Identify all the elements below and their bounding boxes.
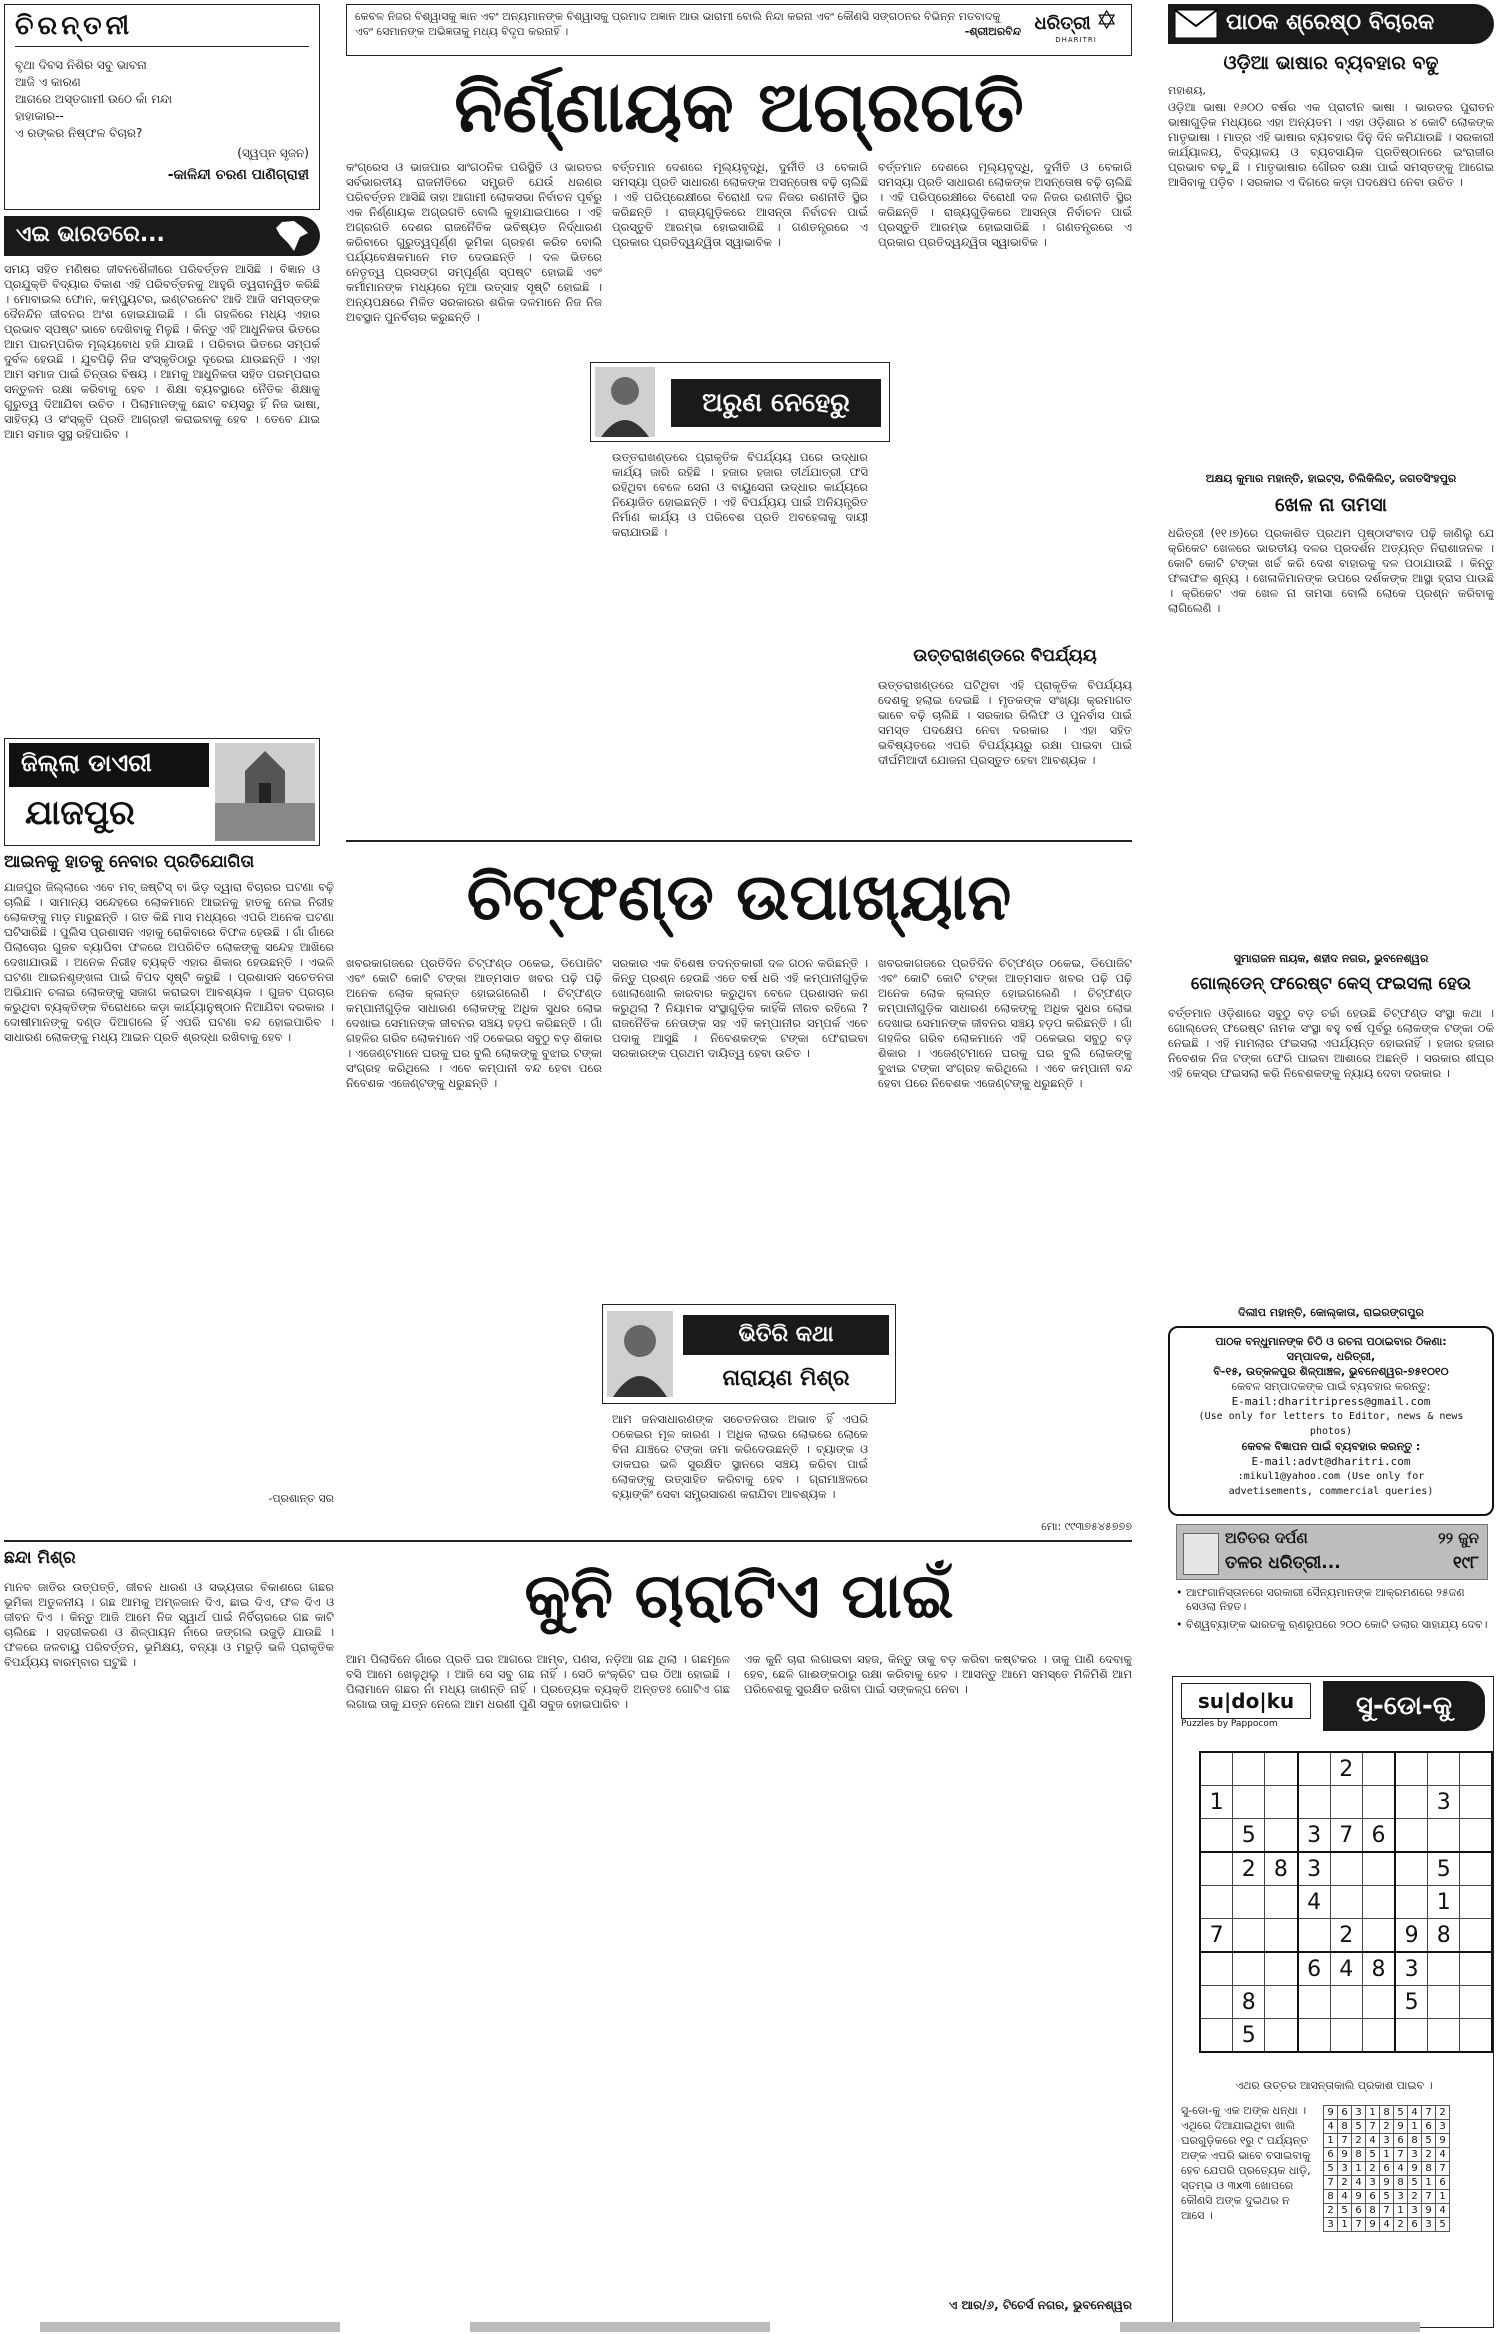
sudoku-brand-sub: Puzzles by Pappocom — [1181, 1719, 1278, 1729]
sudoku-cell[interactable] — [1460, 1886, 1492, 1919]
sudoku-cell[interactable] — [1330, 1852, 1362, 1886]
contact-line3: ବି-୧୫, ଉତ୍କଳପୁର ଶିଳ୍ପାଞ୍ଚଳ, ଭୁବନେଶ୍ୱର-୭୫୧୦୧୦ — [1213, 1365, 1449, 1378]
poem-author: -କାଳିନ୍ଦୀ ଚରଣ ପାଣିଗ୍ରାହୀ — [167, 167, 309, 183]
sudoku-solution-cell: 5 — [1338, 2204, 1352, 2218]
sudoku-solution-cell: 4 — [1408, 2106, 1422, 2120]
sudoku-solution-cell: 3 — [1338, 2162, 1352, 2176]
poem-line-3: ଆଗରେ ଅସ୍ତଗାମୀ ଉଠେ କାଁ ମନ୍ଦା — [15, 92, 172, 106]
history-item-1 — [1176, 1586, 1488, 1616]
sudoku-solution-grid — [1323, 2105, 1450, 2232]
sudoku-cell[interactable] — [1298, 1786, 1331, 1819]
district-label: ଜିଲ୍ଲା ଡାଏରୀ — [9, 743, 209, 787]
sudoku-cell[interactable] — [1362, 1752, 1395, 1786]
letter1-author: ଅକ୍ଷୟ କୁମାର ମହାନ୍ତି, ହାଇଟ୍ସ, ଚିଲିକିଲିଟ୍, ଜଗତସିଂହପୁର — [1205, 472, 1457, 485]
sudoku-cell[interactable] — [1362, 1886, 1395, 1919]
sudoku-cell[interactable] — [1428, 1952, 1460, 1986]
envelope-icon — [1174, 9, 1218, 43]
columnist-photo — [595, 367, 655, 437]
sudoku-cell[interactable]: 7 — [1330, 1819, 1362, 1853]
sudoku-cell[interactable] — [1265, 1819, 1298, 1853]
page-bar-center — [470, 2322, 770, 2332]
sudoku-grid[interactable] — [1199, 1751, 1493, 2053]
sudoku-solution-cell: 9 — [1380, 2176, 1394, 2190]
sudoku-title: ସୁ-ଡୋ-କୁ — [1323, 1681, 1485, 1731]
letter1-body: ଓଡ଼ିଆ ଭାଷା ୧୬୦୦ ବର୍ଷର ଏକ ପ୍ରାଚୀନ ଭାଷା । ଭାରତର ପୁରାତନ ଭାଷାଗୁଡ଼ିକ ମଧ୍ୟରେ ଏହା ଅନ୍ୟତମ । ଏହା ଓଡ଼ିଶାର ୪ କୋଟି ଲୋକଙ୍କ ମାତୃଭାଷା । ମାତ୍ର ଏହି ଭାଷାର ବ୍ୟବହାର ଦିନୁ ଦିନ କମିଯାଉଛି । ସରକାରୀ କାର୍ଯ୍ୟାଳୟ, ବିଦ୍ୟାଳୟ ଓ ବ୍ୟବସାୟିକ ପ୍ରତିଷ୍ଠାନରେ ଇଂରାଜୀର ପ୍ରଭାବ ବଢ଼ୁଛି । ମାତୃଭାଷାର ଗୌରବ ରକ୍ଷା ପାଇଁ ସମସ୍ତଙ୍କୁ ଆଗେଇ ଆସିବାକୁ ପଡ଼ିବ । ସରକାର ଏ ଦିଗରେ କଡ଼ା ପଦକ୍ଷେପ ନେବା ଉଚିତ । — [1168, 100, 1494, 189]
sudoku-cell[interactable] — [1362, 1786, 1395, 1819]
letter3-author: ଦିଲୀପ ମହାନ୍ତି, କୋଲ୍‌କାତା, ରାଇରଙ୍ଗପୁର — [1238, 1306, 1424, 1319]
sudoku-cell[interactable] — [1362, 1919, 1395, 1953]
sudoku-cell[interactable] — [1233, 1786, 1265, 1819]
letter1-title: ଓଡ଼ିଆ ଭାଷାର ବ୍ୟବହାର ବଢୁ — [1223, 52, 1439, 74]
sudoku-solution-cell: 7 — [1422, 2190, 1436, 2204]
poem-line-4: ହାହାକାର-- — [15, 109, 64, 123]
chitfund-footer: ମୋ: ୯୯୩୭୫୪୫୭୭୭ — [1041, 1520, 1132, 1533]
sudoku-cell[interactable]: 2 — [1330, 1752, 1362, 1786]
sudoku-solution-cell: 7 — [1380, 2204, 1394, 2218]
story-body-3: ଏକ କୁନି ଚାରା ଲଗାଇବା ସହଜ, କିନ୍ତୁ ତାକୁ ବଡ଼ କରିବା କଷ୍ଟକର । ତାକୁ ପାଣି ଦେବାକୁ ହେବ, ଛେଳି ଗାଈଙ୍କଠାରୁ ରକ୍ଷା କରିବାକୁ ହେବ । ଆସନ୍ତୁ ଆମେ ସମସ୍ତେ ମିଳିମିଶି ଆମ ପରିବେଶକୁ ସୁରକ୍ଷିତ ରଖିବା ପାଇଁ ସଙ୍କଳ୍ପ ନେବା । — [744, 1652, 1132, 1696]
contact-line7: କେବଳ ବିଜ୍ଞାପନ ପାଇଁ ବ୍ୟବହାର କରନ୍ତୁ : — [1241, 1440, 1421, 1453]
sudoku-cell[interactable]: 8 — [1265, 1852, 1298, 1886]
chitfund-body-1: ଖବରକାଗଜରେ ପ୍ରତିଦିନ ଚିଟ୍‌ଫଣ୍ଡ ଠକେଇ, ଡିପୋଜିଟ ଏବଂ କୋଟି କୋଟି ଟଙ୍କା ଆତ୍ମସାତ ଖବର ପଢ଼ି ପଢ଼ି ଅନେକ ଲୋକ କ୍ଳାନ୍ତ ହୋଇଗଲେଣି । ଚିଟ୍‌ଫଣ୍ଡ କମ୍ପାନୀଗୁଡ଼ିକ ସାଧାରଣ ଲୋକଙ୍କୁ ଅଧିକ ସୁଧର ଲୋଭ ଦେଖାଇ ସେମାନଙ୍କ ଜୀବନର ସଞ୍ଚୟ ହଡ଼ପ କରିଛନ୍ତି । ଗାଁ ଗହଳିର ଗରିବ ଲୋକମାନେ ଏହି ଠକେଇର ସବୁଠୁ ବଡ଼ ଶିକାର । ଏଜେଣ୍ଟମାନେ ଘରକୁ ଘର ବୁଲି ଲୋକଙ୍କୁ ବୁଝାଇ ଟଙ୍କା ସଂଗ୍ରହ କରିଥିଲେ । ଏବେ କମ୍ପାନୀ ବନ୍ଦ ହେବା ପରେ ନିବେଶକ ଏଜେଣ୍ଟଙ୍କୁ ଧରୁଛନ୍ତି । — [346, 956, 602, 1090]
bharat-body: ସମୟ ସହିତ ମଣିଷର ଜୀବନଶୈଳୀରେ ପରିବର୍ତ୍ତନ ଆସିଛି । ବିଜ୍ଞାନ ଓ ପ୍ରଯୁକ୍ତି ବିଦ୍ୟାର ବିକାଶ ଏହି ପରିବର୍ତ୍ତନକୁ ଆହୁରି ତ୍ୱରାନ୍ୱିତ କରିଛି । ମୋବାଇଲ ଫୋନ, କମ୍ପ୍ୟୁଟର, ଇଣ୍ଟରନେଟ ଆଦି ଆଜି ସମସ୍ତଙ୍କ ଦୈନନ୍ଦିନ ଜୀବନର ଅଂଶ ହୋଇଯାଇଛି । ଗାଁ ଗହଳିରେ ମଧ୍ୟ ଏହାର ପ୍ରଭାବ ସ୍ପଷ୍ଟ ଭାବେ ଦେଖିବାକୁ ମିଳୁଛି । କିନ୍ତୁ ଏହି ଆଧୁନିକତା ଭିତରେ ଆମ ପାରମ୍ପରିକ ମୂଲ୍ୟବୋଧ ହଜି ଯାଉଛି । ପରିବାର ଭିତରେ ସମ୍ପର୍କ ଦୁର୍ବଳ ହେଉଛି । ଯୁବପିଢ଼ି ନିଜ ସଂସ୍କୃତିଠାରୁ ଦୂରେଇ ଯାଉଛନ୍ତି । ଏହା ଆମ ସମାଜ ପାଇଁ ଚିନ୍ତାର ବିଷୟ । ଆମକୁ ଆଧୁନିକତା ସହିତ ପରମ୍ପରାର ସନ୍ତୁଳନ ରକ୍ଷା କରିବାକୁ ହେବ । ଶିକ୍ଷା ବ୍ୟବସ୍ଥାରେ ନୈତିକ ଶିକ୍ଷାକୁ ଗୁରୁତ୍ୱ ଦିଆଯିବା ଉଚିତ । ପିଲାମାନଙ୍କୁ ଛୋଟ ବୟସରୁ ହିଁ ନିଜ ଭାଷା, ସାହିତ୍ୟ ଓ ସଂସ୍କୃତି ପ୍ରତି ଆଗ୍ରହୀ କରାଇବାକୁ ହେବ । ତେବେ ଯାଇ ଆମ ସମାଜ ସୁସ୍ଥ ରହିପାରିବ । — [4, 262, 320, 441]
sudoku-solution-cell: 5 — [1324, 2162, 1338, 2176]
sudoku-cell[interactable] — [1200, 1886, 1233, 1919]
editorial-body-3b: ବର୍ତ୍ତମାନ ଦେଶରେ ମୂଲ୍ୟବୃଦ୍ଧି, ଦୁର୍ନୀତି ଓ ବେକାରି ସମସ୍ୟା ପ୍ରତି ସାଧାରଣ ଲୋକଙ୍କ ଅସନ୍ତୋଷ ବଢ଼ି ଚାଲିଛି । ଏହି ପରିପ୍ରେକ୍ଷୀରେ ବିରୋଧୀ ଦଳ ନିଜର ରଣନୀତି ସ୍ଥିର କରିଛନ୍ତି । ରାଜ୍ୟଗୁଡ଼ିକରେ ଆସନ୍ତା ନିର୍ବାଚନ ପାଇଁ ପ୍ରସ୍ତୁତି ଆରମ୍ଭ ହୋଇସାରିଛି । ଗଣତନ୍ତ୍ରରେ ଏ ପ୍ରକାର ପ୍ରତିଦ୍ୱନ୍ଦ୍ୱିତା ସ୍ୱାଭାବିକ । — [878, 160, 1132, 249]
district-header — [4, 738, 320, 846]
sudoku-cell[interactable] — [1460, 1752, 1492, 1786]
sudoku-solution-cell: 1 — [1366, 2106, 1380, 2120]
sudoku-solution-cell: 9 — [1422, 2204, 1436, 2218]
sudoku-solution-cell: 7 — [1394, 2148, 1408, 2162]
dharitri-logo — [1024, 6, 1128, 54]
bullet-icon: • — [1176, 1586, 1183, 1599]
history-item-2-text: ବିଶ୍ୱବ୍ୟାଙ୍କ ଭାରତକୁ ଋଣରୂପରେ ୨୦୦ କୋଟି ଡଲାର ସାହାଯ୍ୟ ଦେବ। — [1186, 1618, 1488, 1631]
india-map-icon — [272, 219, 312, 257]
columnist-name: ଅରୁଣ ନେହେରୁ — [671, 379, 881, 427]
sudoku-solution-cell: 8 — [1380, 2106, 1394, 2120]
sudoku-solution-cell: 8 — [1352, 2148, 1366, 2162]
contact-line1: ପାଠକ ବନ୍ଧୁମାନଙ୍କ ଚିଠି ଓ ରଚନା ପଠାଇବାର ଠିକଣା: — [1215, 1335, 1447, 1348]
sudoku-cell[interactable]: 7 — [1200, 1919, 1233, 1953]
sudoku-solution-cell: 6 — [1436, 2176, 1450, 2190]
sudoku-cell[interactable] — [1362, 1986, 1395, 2019]
sudoku-cell[interactable] — [1395, 2019, 1428, 2053]
sudoku-solution-cell: 9 — [1352, 2190, 1366, 2204]
letter1-salutation: ମହାଶୟ, — [1168, 84, 1206, 97]
sudoku-cell[interactable]: 6 — [1298, 1952, 1331, 1986]
contact-line2: ସମ୍ପାଦକ, ଧରିତ୍ରୀ, — [1286, 1350, 1376, 1363]
sudoku-solution-cell: 5 — [1394, 2106, 1408, 2120]
story-body-2: ଆମ ପିଲାଦିନେ ଗାଁରେ ପ୍ରତି ଘର ଆଗରେ ଆମ୍ବ, ପଣସ, ନଡ଼ିଆ ଗଛ ଥିଲା । ଗଛମୂଳେ ବସି ଆମେ ଖେଳୁଥିଲୁ । ଆଜି ସେ ସବୁ ଗଛ ନାହିଁ । ସେଠି କଂକ୍ରିଟ ଘର ଠିଆ ହୋଇଛି । ପିଲାମାନେ ଗଛର ନାଁ ମଧ୍ୟ ଜାଣନ୍ତି ନାହିଁ । ପ୍ରତ୍ୟେକ ବ୍ୟକ୍ତି ଅନ୍ତତଃ ଗୋଟିଏ ଗଛ ଲଗାଇ ତାକୁ ଯତ୍ନ ନେଲେ ଆମ ଧରଣୀ ପୁଣି ସବୁଜ ହୋଇପାରିବ । — [346, 1652, 730, 1711]
letter2-body: ଧରିତ୍ରୀ (୧୧।୭)ରେ ପ୍ରକାଶିତ ପ୍ରଥମ ପୃଷ୍ଠାସଂବାଦ ପଢ଼ି ଜାଣିଲୁ ଯେ କ୍ରିକେଟ ଖେଳରେ ଭାରତୀୟ ଦଳର ପ୍ରଦର୍ଶନ ଅତ୍ୟନ୍ତ ନିରାଶାଜନକ । କୋଟି କୋଟି ଟଙ୍କା ଖର୍ଚ୍ଚ କରି ଦେଶ ବାହାରକୁ ଦଳ ପଠାଯାଉଛି । କିନ୍ତୁ ଫଳାଫଳ ଶୂନ୍ୟ । ଖେଳାଳିମାନଙ୍କ ଉପରେ ଦର୍ଶକଙ୍କ ଆସ୍ଥା ହ୍ରାସ ପାଉଛି । କ୍ରିକେଟ ଏକ ଖେଳ ନା ତାମସା ବୋଲି ଲୋକେ ପ୍ରଶ୍ନ କରିବାକୁ ଲାଗିଲେଣି । — [1168, 526, 1494, 615]
sudoku-cell[interactable] — [1265, 2019, 1298, 2053]
editorial-subhead: ଉତ୍ତରାଖଣ୍ଡରେ ବିପର୍ଯ୍ୟୟ — [913, 646, 1097, 666]
sudoku-solution-cell: 9 — [1436, 2134, 1450, 2148]
sudoku-cell[interactable] — [1460, 1986, 1492, 2019]
sudoku-cell[interactable] — [1233, 1886, 1265, 1919]
sudoku-solution-cell: 4 — [1394, 2162, 1408, 2176]
sudoku-cell[interactable] — [1200, 1952, 1233, 1986]
bullet-icon: • — [1176, 1618, 1183, 1631]
sudoku-cell[interactable]: 3 — [1395, 1952, 1428, 1986]
sudoku-solution-cell: 2 — [1352, 2134, 1366, 2148]
editorial-title: ନିର୍ଣ୍ଣାୟକ ଅଗ୍ରଗତି — [454, 66, 1024, 148]
sudoku-cell[interactable] — [1265, 1752, 1298, 1786]
chitfund-body-3: ଆମ ଜନସାଧାରଣଙ୍କ ସଚେତନତାର ଅଭାବ ହିଁ ଏପରି ଠକେଇର ମୂଳ କାରଣ । ଅଧିକ ଲାଭର ଲୋଭରେ ଲୋକେ ବିନା ଯାଞ୍ଚରେ ଟଙ୍କା ଜମା କରିଦେଉଛନ୍ତି । ବ୍ୟାଙ୍କ ଓ ଡାକଘର ଭଳି ସୁରକ୍ଷିତ ସ୍ଥାନରେ ସଞ୍ଚୟ କରିବା ପାଇଁ ଲୋକଙ୍କୁ ଉତ୍ସାହିତ କରିବାକୁ ହେବ । ଗ୍ରାମାଞ୍ଚଳରେ ବ୍ୟାଙ୍କିଂ ସେବା ସମ୍ପ୍ରସାରଣ କରାଯିବା ଆବଶ୍ୟକ । — [612, 1412, 868, 1501]
sudoku-solution-cell: 2 — [1436, 2106, 1450, 2120]
sudoku-solution-cell: 3 — [1408, 2148, 1422, 2162]
sudoku-brand — [1181, 1683, 1311, 1719]
history-date: ୨୨ ଜୁନ — [1438, 1529, 1479, 1547]
contact-line4: କେବଳ ସମ୍ପାଦକଙ୍କ ପାଇଁ ବ୍ୟବହାର କରନ୍ତୁ: — [1231, 1380, 1431, 1393]
contact-box — [1168, 1326, 1494, 1516]
poem-line-1: ବୃଥା ଦିବସ ନିଶିର ସବୁ ଭାବନା — [15, 58, 147, 72]
sudoku-cell[interactable] — [1233, 1752, 1265, 1786]
sudoku-solution-cell: 3 — [1366, 2176, 1380, 2190]
sudoku-solution-cell: 3 — [1394, 2190, 1408, 2204]
sudoku-solution-cell: 6 — [1324, 2148, 1338, 2162]
chitfund-title: ଚିଟ୍‌ଫଣ୍ଡ ଉପାଖ୍ୟାନ — [466, 861, 1012, 935]
sudoku-solution-cell: 5 — [1436, 2218, 1450, 2232]
sudoku-solution-cell: 7 — [1422, 2106, 1436, 2120]
sudoku-solution-cell: 2 — [1380, 2120, 1394, 2134]
story-title: କୁନି ଚାରାଟିଏ ପାଇଁ — [524, 1559, 954, 1632]
sudoku-solution-cell: 1 — [1324, 2134, 1338, 2148]
sudoku-cell[interactable]: 2 — [1330, 1919, 1362, 1953]
sudoku-cell[interactable] — [1460, 1786, 1492, 1819]
editorial-body-1: କଂଗ୍ରେସ ଓ ଭାଜପାର ସାଂଗଠନିକ ପରିସ୍ଥିତି ଓ ଭାରତର ସର୍ବଭାରତୀୟ ରାଜନୀତିରେ ସମ୍ପ୍ରତି ଯେଉଁ ଧରଣର ପରିବର୍ତ୍ତନ ଆସିଛି ତାହା ଆଗାମୀ ଲୋକସଭା ନିର୍ବାଚନ ପୂର୍ବରୁ ଏକ ନିର୍ଣ୍ଣାୟକ ଅଗ୍ରଗତି ବୋଲି କୁହାଯାଇପାରେ । ଏହି ଅଗ୍ରଗତି ଦେଶର ରାଜନୈତିକ ଭବିଷ୍ୟତ ନିର୍ଦ୍ଧାରଣ କରିବାରେ ଗୁରୁତ୍ୱପୂର୍ଣ୍ଣ ଭୂମିକା ଗ୍ରହଣ କରିବ ବୋଲି ପର୍ଯ୍ୟବେକ୍ଷକମାନେ ମତ ଦେଉଛନ୍ତି । ଦଳ ଭିତରେ ନେତୃତ୍ୱ ପ୍ରସଙ୍ଗ ସମ୍ପୂର୍ଣ୍ଣ ସ୍ପଷ୍ଟ ହୋଇଛି ଏବଂ କର୍ମୀମାନଙ୍କ ମଧ୍ୟରେ ନୂଆ ଉତ୍ସାହ ସୃଷ୍ଟି ହୋଇଛି । ଅନ୍ୟପକ୍ଷରେ ମିଳିତ ସରକାରର ଶରିକ ଦଳମାନେ ନିଜ ନିଜ ଅବସ୍ଥାନ ପୁନର୍ବିଚାର କରୁଛନ୍ତି । — [346, 160, 602, 324]
sudoku-cell[interactable]: 5 — [1233, 1819, 1265, 1853]
sudoku-solution-cell: 2 — [1338, 2176, 1352, 2190]
sudoku-solution-cell: 1 — [1394, 2204, 1408, 2218]
sudoku-solution-cell: 8 — [1408, 2134, 1422, 2148]
sudoku-cell[interactable] — [1428, 2019, 1460, 2053]
sudoku-cell[interactable] — [1200, 1852, 1233, 1886]
chitfund-column-label: ଭିତିରି କଥା — [683, 1315, 889, 1355]
chitfund-columnist-name: ନାରାୟଣ ମିଶ୍ର — [722, 1366, 850, 1391]
sudoku-solution-cell: 2 — [1408, 2190, 1422, 2204]
sudoku-cell[interactable] — [1395, 1852, 1428, 1886]
sudoku-cell[interactable]: 5 — [1395, 1986, 1428, 2019]
sudoku-solution-cell: 4 — [1436, 2148, 1450, 2162]
sudoku-solution-cell: 4 — [1366, 2134, 1380, 2148]
sudoku-solution-cell: 1 — [1408, 2120, 1422, 2134]
sudoku-cell[interactable] — [1330, 1986, 1362, 2019]
editorial-columnist — [590, 362, 890, 442]
district-body: ଯାଜପୁର ଜିଲ୍ଲାରେ ଏବେ ମବ୍ ଜଷ୍ଟିସ୍ ବା ଭିଡ଼ ଦ୍ୱାରା ବିଚାରର ଘଟଣା ବଢ଼ି ଚାଲିଛି । ସାମାନ୍ୟ ସନ୍ଦେହରେ ଲୋକମାନେ ଆଇନକୁ ହାତକୁ ନେଇ ନିରୀହ ଲୋକଙ୍କୁ ମାଡ଼ ମାରୁଛନ୍ତି । ଗତ କିଛି ମାସ ମଧ୍ୟରେ ଏପରି ଅନେକ ଘଟଣା ଘଟିସାରିଛି । ପୁଲିସ ପ୍ରଶାସନ ଏହାକୁ ରୋକିବାରେ ବିଫଳ ହେଉଛି । ଗାଁ ଗାଁରେ ପିଲାଚୋର ଗୁଜବ ବ୍ୟାପିବା ଫଳରେ ଅପରିଚିତ ଲୋକଙ୍କୁ ସନ୍ଦେହ ଆଖିରେ ଦେଖାଯାଉଛି । ଅନେକ ନିରୀହ ବ୍ୟକ୍ତି ଏହାର ଶିକାର ହେଉଛନ୍ତି । ଏଭଳି ଘଟଣା ଆଇନଶୃଙ୍ଖଳା ପାଇଁ ବିପଦ ସୃଷ୍ଟି କରୁଛି । ପ୍ରଶାସନ ସଚେତନତା ଅଭିଯାନ ଚଳାଇ ଲୋକଙ୍କୁ ସଜାଗ କରାଇବା ଆବଶ୍ୟକ । ଗୁଜବ ପ୍ରଚାର କରୁଥିବା ବ୍ୟକ୍ତିଙ୍କ ବିରୋଧରେ କଡ଼ା କାର୍ଯ୍ୟାନୁଷ୍ଠାନ ନିଆଯିବା ଦରକାର । ଦୋଷୀମାନଙ୍କୁ ଦଣ୍ଡ ଦିଆଗଲେ ହିଁ ଏପରି ଘଟଣା ବନ୍ଦ ହୋଇପାରିବ । ସାଧାରଣ ଲୋକଙ୍କୁ ମଧ୍ୟ ଆଇନ ପ୍ରତି ଶ୍ରଦ୍ଧା ରଖିବାକୁ ହେବ । — [4, 880, 334, 1044]
sudoku-cell[interactable] — [1265, 1786, 1298, 1819]
temple-photo — [215, 743, 315, 841]
sudoku-cell[interactable] — [1265, 1986, 1298, 2019]
district-author: -ପ୍ରଶାନ୍ତ ସର — [268, 1492, 334, 1505]
sudoku-solution-cell: 8 — [1324, 2190, 1338, 2204]
sudoku-cell[interactable] — [1265, 1952, 1298, 1986]
history-title: ଅତିତର ଦର୍ପଣ — [1225, 1529, 1308, 1547]
sudoku-solution-cell: 8 — [1338, 2120, 1352, 2134]
history-item-1-text: ଆଫଗାନିସ୍ତାନରେ ସରକାରୀ ସୈନ୍ୟମାନଙ୍କ ଆକ୍ରମଣରେ ୨୫ଜଣ ସେଓଲା ନିହତ। — [1186, 1586, 1465, 1613]
page-bar-right — [1120, 2322, 1420, 2332]
sudoku-cell[interactable] — [1460, 1952, 1492, 1986]
sudoku-cell[interactable]: 3 — [1298, 1852, 1331, 1886]
sudoku-solution-cell: 1 — [1436, 2190, 1450, 2204]
sudoku-solution-cell: 5 — [1408, 2176, 1422, 2190]
sudoku-solution-cell: 9 — [1394, 2120, 1408, 2134]
sudoku-solution-cell: 3 — [1422, 2218, 1436, 2232]
sudoku-cell[interactable]: 2 — [1233, 1852, 1265, 1886]
sudoku-cell[interactable] — [1428, 1986, 1460, 2019]
sudoku-cell[interactable] — [1395, 1752, 1428, 1786]
chitfund-body-2: ସରକାର ଏକ ବିଶେଷ ତଦନ୍ତକାରୀ ଦଳ ଗଠନ କରିଛନ୍ତି । କିନ୍ତୁ ପ୍ରଶ୍ନ ହେଉଛି ଏତେ ବର୍ଷ ଧରି ଏହି କମ୍ପାନୀଗୁଡ଼ିକ ଖୋଲାଖୋଲି କାରବାର କରୁଥିବା ବେଳେ ପ୍ରଶାସନ କଣ କରୁଥିଲା ? ନିୟାମକ ସଂସ୍ଥାଗୁଡ଼ିକ କାହିଁକି ନୀରବ ରହିଲେ ? ରାଜନୈତିକ ନେତାଙ୍କ ସହ ଏହି କମ୍ପାନୀର ସମ୍ପର୍କ ଏବେ ପଦାକୁ ଆସୁଛି । ନିବେଶକଙ୍କ ଟଙ୍କା ଫେରାଇବା ସରକାରଙ୍କ ପ୍ରଥମ ଦାୟିତ୍ୱ ହେବା ଉଚିତ । — [612, 956, 868, 1060]
sudoku-solution-cell: 7 — [1324, 2176, 1338, 2190]
sudoku-solution-cell: 1 — [1422, 2176, 1436, 2190]
sudoku-cell[interactable] — [1200, 2019, 1233, 2053]
sudoku-cell[interactable] — [1233, 1919, 1265, 1953]
sudoku-cell[interactable] — [1330, 1886, 1362, 1919]
sudoku-cell[interactable] — [1200, 1986, 1233, 2019]
history-banner — [1176, 1524, 1488, 1580]
chitfund-columnist — [602, 1304, 896, 1404]
sudoku-solution-cell: 8 — [1394, 2176, 1408, 2190]
logo-text: ଧରିତ୍ରୀ — [1034, 13, 1091, 34]
sudoku-cell[interactable] — [1362, 2019, 1395, 2053]
sudoku-rules: ସୁ-ଡୋ-କୁ ଏକ ଅଙ୍କ ଧନ୍ଧା । ଏଥିରେ ଦିଆଯାଇଥିବା ଖାଲି ଘରଗୁଡ଼ିକରେ ୧ରୁ ୯ ପର୍ଯ୍ୟନ୍ତ ଅଙ୍କ ଏପରି ଭାବେ ବସାଇବାକୁ ହେବ ଯେପରି ପ୍ରତ୍ୟେକ ଧାଡ଼ି, ସ୍ତମ୍ଭ ଓ ୩x୩ ଖୋପରେ କୌଣସି ଅଙ୍କ ଦୁଇଥର ନ ଆସେ । — [1181, 2104, 1311, 2222]
calendar-icon — [1183, 1533, 1219, 1575]
district-name: ଯାଜପୁର — [25, 793, 135, 833]
sudoku-solution-cell: 7 — [1366, 2120, 1380, 2134]
sudoku-solution-cell: 3 — [1324, 2218, 1338, 2232]
star-icon: ✡ — [1095, 6, 1118, 36]
sudoku-cell[interactable] — [1265, 1886, 1298, 1919]
sudoku-cell[interactable]: 4 — [1298, 1886, 1331, 1919]
sudoku-solution-cell: 3 — [1380, 2134, 1394, 2148]
sudoku-solution-cell: 4 — [1324, 2120, 1338, 2134]
quote-author: -ଶ୍ରୀଅରବିନ୍ଦ — [964, 25, 1021, 38]
poem-line-5: ଏ ରଙ୍କର ନିଷ୍ଫଳ ବିଚାର? — [15, 126, 143, 140]
sudoku-cell[interactable] — [1200, 1819, 1233, 1853]
sudoku-cell[interactable] — [1395, 1886, 1428, 1919]
history-year: ୧୯୮ — [1452, 1553, 1479, 1573]
sudoku-cell[interactable]: 8 — [1362, 1952, 1395, 1986]
sudoku-solution-cell: 7 — [1436, 2162, 1450, 2176]
sudoku-cell[interactable]: 8 — [1233, 1986, 1265, 2019]
sudoku-solution-cell: 1 — [1352, 2162, 1366, 2176]
logo-sub: DHARITRI — [1055, 36, 1097, 44]
sudoku-cell[interactable] — [1428, 1819, 1460, 1853]
sudoku-solution-cell: 8 — [1422, 2162, 1436, 2176]
sudoku-cell[interactable]: 5 — [1428, 1852, 1460, 1886]
contact-line10: advetisements, commercial queries) — [1228, 1486, 1434, 1497]
sudoku-solution-cell: 1 — [1380, 2148, 1394, 2162]
sudoku-cell[interactable]: 1 — [1200, 1786, 1233, 1819]
sudoku-cell[interactable] — [1395, 1786, 1428, 1819]
sudoku-cell[interactable]: 3 — [1298, 1819, 1331, 1853]
sudoku-cell[interactable]: 3 — [1428, 1786, 1460, 1819]
sudoku-cell[interactable] — [1200, 1752, 1233, 1786]
sudoku-solution-cell: 8 — [1366, 2204, 1380, 2218]
sudoku-solution-cell: 5 — [1422, 2134, 1436, 2148]
poem-note: (ସ୍ୱପ୍ନ ସୃଜନ) — [237, 146, 309, 160]
sudoku-solution-cell: 5 — [1366, 2148, 1380, 2162]
story-body-1: ମାନବ ଜାତିର ଉତ୍ପତ୍ତି, ଜୀବନ ଧାରଣ ଓ ସଭ୍ୟତାର ବିକାଶରେ ଗଛର ଭୂମିକା ଅତୁଳନୀୟ । ଗଛ ଆମକୁ ଅମ୍ଳଜାନ ଦିଏ, ଛାଇ ଦିଏ, ଫଳ ଦିଏ ଓ ଜୀବନ ଦିଏ । କିନ୍ତୁ ଆଜି ଆମେ ନିଜ ସ୍ୱାର୍ଥ ପାଇଁ ନିର୍ବିଚାରରେ ଗଛ କାଟି ଚାଲିଛେ । ସହରୀକରଣ ଓ ଶିଳ୍ପାୟନ ନାଁରେ ଜଙ୍ଗଲ ଉଜୁଡ଼ି ଯାଉଛି । ଫଳରେ ଜଳବାୟୁ ପରିବର୍ତ୍ତନ, ଭୂମିକ୍ଷୟ, ବନ୍ୟା ଓ ମରୁଡ଼ି ଭଳି ପ୍ରାକୃତିକ ବିପର୍ଯ୍ୟୟ ବାରମ୍ବାର ଘଟୁଛି । — [4, 1580, 334, 1669]
page-bar-left — [40, 2322, 340, 2332]
sudoku-solution-cell: 4 — [1352, 2176, 1366, 2190]
sudoku-solution-cell: 6 — [1394, 2134, 1408, 2148]
sudoku-solution-cell: 4 — [1436, 2204, 1450, 2218]
contact-advt-email[interactable]: E-mail:advt@dharitri.com — [1251, 1455, 1411, 1468]
sudoku-cell[interactable]: 6 — [1362, 1819, 1395, 1853]
sudoku-cell[interactable] — [1330, 2019, 1362, 2053]
sudoku-solution-cell: 6 — [1366, 2190, 1380, 2204]
history-subtitle: ତଳର ଧରିତ୍ରୀ... — [1225, 1553, 1341, 1573]
sudoku-solution-cell: 5 — [1380, 2190, 1394, 2204]
sudoku-solution-cell: 6 — [1352, 2204, 1366, 2218]
letter3-title: ଗୋଲ୍ଡେନ୍ ଫରେଷ୍ଟ କେସ୍ ଫଇସଲା ହେଉ — [1190, 974, 1472, 994]
editorial-body-3: ଉତ୍ତରାଖଣ୍ଡରେ ପ୍ରାକୃତିକ ବିପର୍ଯ୍ୟୟ ପରେ ଉଦ୍ଧାର କାର୍ଯ୍ୟ ଜାରି ରହିଛି । ହଜାର ହଜାର ତୀର୍ଥଯାତ୍ରୀ ଫସି ରହିଥିବା ବେଳେ ସେନା ଓ ବାୟୁସେନା ଉଦ୍ଧାର କାର୍ଯ୍ୟରେ ନିୟୋଜିତ ହୋଇଛନ୍ତି । ଏହି ବିପର୍ଯ୍ୟୟ ପାଇଁ ଅନିୟନ୍ତ୍ରିତ ନିର୍ମାଣ କାର୍ଯ୍ୟ ଓ ପରିବେଶ ପ୍ରତି ଅବହେଳାକୁ ଦାୟୀ କରାଯାଉଛି । — [612, 450, 868, 539]
letter3-body: ବର୍ତ୍ତମାନ ଓଡ଼ିଶାରେ ସବୁଠୁ ବଡ଼ ଚର୍ଚ୍ଚା ହେଉଛି ଚିଟ୍‌ଫଣ୍ଡ ସଂସ୍ଥା କଥା । ଗୋଲ୍ଡେନ୍ ଫରେଷ୍ଟ ନାମକ ସଂସ୍ଥା ବହୁ ବର୍ଷ ପୂର୍ବରୁ ଲୋକଙ୍କ ଟଙ୍କା ଠକି ନେଇଛି । ଏହି ମାମଲାର ଫଇସଲା ଏପର୍ଯ୍ୟନ୍ତ ହୋଇନାହିଁ । ହଜାର ହଜାର ନିବେଶକ ନିଜ ଟଙ୍କା ଫେରି ପାଇବା ଆଶାରେ ଅଛନ୍ତି । ସରକାର ଶୀଘ୍ର ଏହି କେସ୍‌ର ଫଇସଲା କରି ନିବେଶକଙ୍କୁ ନ୍ୟାୟ ଦେବା ଦରକାର । — [1168, 1006, 1494, 1080]
sudoku-solution-cell: 4 — [1380, 2218, 1394, 2232]
letter2-title: ଖେଳ ନା ତାମସା — [1275, 494, 1387, 516]
poem-line-2: ଆଜି ଏ କାରଣ — [15, 75, 81, 89]
sudoku-solution-cell: 5 — [1352, 2120, 1366, 2134]
district-title: ଆଇନକୁ ହାତକୁ ନେବାର ପ୍ରତିଯୋଗିତା — [4, 852, 255, 872]
contact-line9: :mikul1@yahoo.com (Use only for — [1237, 1471, 1425, 1482]
contact-editor-email[interactable]: E-mail:dharitripress@gmail.com — [1231, 1395, 1431, 1408]
sudoku-cell[interactable]: 8 — [1428, 1919, 1460, 1953]
sudoku-solution-cell: 9 — [1338, 2148, 1352, 2162]
letter2-author: ସୁମାରାଜନ ନାୟକ, ଶହୀଦ ନଗର, ଭୁବନେଶ୍ୱର — [1233, 952, 1429, 965]
contact-line6: (Use only for letters to Editor, news & news photos) — [1198, 1411, 1464, 1437]
sudoku-solution-cell: 9 — [1366, 2218, 1380, 2232]
sudoku-solution-cell: 2 — [1324, 2204, 1338, 2218]
sudoku-cell[interactable] — [1428, 1752, 1460, 1786]
sudoku-solution-cell: 2 — [1366, 2162, 1380, 2176]
sudoku-solution-cell: 9 — [1324, 2106, 1338, 2120]
sudoku-solution-cell: 6 — [1422, 2120, 1436, 2134]
sudoku-solution-cell: 7 — [1338, 2134, 1352, 2148]
sudoku-answer-note: ଏଥର ଉତ୍ତର ଆସନ୍ତାକାଲି ପ୍ରକାଶ ପାଇବ । — [1235, 2079, 1433, 2092]
sudoku-solution-cell: 9 — [1408, 2162, 1422, 2176]
sudoku-cell[interactable] — [1460, 1852, 1492, 1886]
sudoku-cell[interactable] — [1460, 1819, 1492, 1853]
sudoku-solution-cell: 2 — [1394, 2218, 1408, 2232]
chitfund-columnist-photo — [607, 1311, 673, 1397]
letters-header-text: ପାଠକ ଶ୍ରେଷ୍ଠ ବିଚାରକ — [1226, 10, 1435, 35]
sudoku-solution-cell: 7 — [1352, 2218, 1366, 2232]
story-label: ଛନ୍ଦା ମିଶ୍ର — [4, 1548, 76, 1568]
sudoku-brand-text: su|do|ku — [1197, 1689, 1295, 1713]
sudoku-cell[interactable]: 4 — [1330, 1952, 1362, 1986]
sudoku-cell[interactable]: 1 — [1428, 1886, 1460, 1919]
bharat-header-text: ଏଇ ଭାରତରେ... — [16, 222, 165, 247]
sudoku-cell[interactable] — [1298, 1919, 1331, 1953]
sudoku-solution-cell: 2 — [1422, 2148, 1436, 2162]
sudoku-cell[interactable] — [1298, 1752, 1331, 1786]
sudoku-solution-cell: 3 — [1352, 2106, 1366, 2120]
sudoku-solution-cell: 1 — [1338, 2218, 1352, 2232]
bharat-header — [4, 216, 320, 256]
sudoku-cell[interactable] — [1395, 1819, 1428, 1853]
sudoku-cell[interactable]: 5 — [1233, 2019, 1265, 2053]
quote-text: କେବଳ ନିଜର ବିଶ୍ୱାସକୁ ଜ୍ଞାନ ଏବଂ ଅନ୍ୟମାନଙ୍କ ବିଶ୍ୱାସକୁ ପ୍ରମାଦ ଅଜ୍ଞାନ ଆଉ ଭାରାମୀ ବୋଲି ନିନ୍ଦା କରନା ଏବଂ କୌଣସି ସଙ୍ଗଠନର ବିଭିନ୍ନ ମତବାଦକୁ ଏବଂ ସେମାନଙ୍କ ଅଭିଜ୍ଞତାକୁ ମଧ୍ୟ ବିଦୃପ କରନାହିଁ । — [355, 10, 1001, 38]
sudoku-cell[interactable]: 9 — [1395, 1919, 1428, 1953]
poem-title: ଚିରନ୍ତନୀ — [15, 11, 134, 41]
sudoku-cell[interactable] — [1460, 2019, 1492, 2053]
quote-box — [346, 4, 1132, 56]
editorial-body-4: ଉତ୍ତରାଖଣ୍ଡରେ ଘଟିଥିବା ଏହି ପ୍ରାକୃତିକ ବିପର୍ଯ୍ୟୟ ଦେଶକୁ ହଲାଇ ଦେଇଛି । ମୃତକଙ୍କ ସଂଖ୍ୟା କ୍ରମାଗତ ଭାବେ ବଢ଼ି ଚାଲିଛି । ସରକାର ରିଲିଫ ଓ ପୁନର୍ବାସ ପାଇଁ ସମସ୍ତ ପଦକ୍ଷେପ ନେବା ଦରକାର । ଏହା ସହିତ ଭବିଷ୍ୟତରେ ଏପରି ବିପର୍ଯ୍ୟୟରୁ ରକ୍ଷା ପାଇବା ପାଇଁ ଦୀର୍ଘମିଆଦୀ ଯୋଜନା ପ୍ରସ୍ତୁତ ହେବା ଆବଶ୍ୟକ । — [878, 678, 1132, 767]
letters-header — [1168, 4, 1494, 44]
editorial-body-2: ବର୍ତ୍ତମାନ ଦେଶରେ ମୂଲ୍ୟବୃଦ୍ଧି, ଦୁର୍ନୀତି ଓ ବେକାରି ସମସ୍ୟା ପ୍ରତି ସାଧାରଣ ଲୋକଙ୍କ ଅସନ୍ତୋଷ ବଢ଼ି ଚାଲିଛି । ଏହି ପରିପ୍ରେକ୍ଷୀରେ ବିରୋଧୀ ଦଳ ନିଜର ରଣନୀତି ସ୍ଥିର କରିଛନ୍ତି । ରାଜ୍ୟଗୁଡ଼ିକରେ ଆସନ୍ତା ନିର୍ବାଚନ ପାଇଁ ପ୍ରସ୍ତୁତି ଆରମ୍ଭ ହୋଇସାରିଛି । ଗଣତନ୍ତ୍ରରେ ଏ ପ୍ରକାର ପ୍ରତିଦ୍ୱନ୍ଦ୍ୱିତା ସ୍ୱାଭାବିକ । — [612, 160, 868, 249]
sudoku-cell[interactable] — [1233, 1952, 1265, 1986]
sudoku-solution-cell: 6 — [1408, 2218, 1422, 2232]
sudoku-solution-cell: 6 — [1338, 2106, 1352, 2120]
sudoku-cell[interactable] — [1298, 2019, 1331, 2053]
story-footer: ଏ ଆର/୬, ଟିଚେର୍ସ ନଗର, ଭୁବନେଶ୍ୱର — [948, 2298, 1132, 2312]
poem-box — [4, 4, 320, 210]
sudoku-cell[interactable] — [1265, 1919, 1298, 1953]
sudoku-solution-cell: 3 — [1408, 2204, 1422, 2218]
sudoku-solution-cell: 3 — [1436, 2120, 1450, 2134]
sudoku-solution-cell: 4 — [1338, 2190, 1352, 2204]
sudoku-box — [1172, 1676, 1494, 2328]
history-item-2 — [1176, 1618, 1488, 1648]
sudoku-cell[interactable] — [1460, 1919, 1492, 1953]
sudoku-cell[interactable] — [1298, 1986, 1331, 2019]
chitfund-body-4: ଖବରକାଗଜରେ ପ୍ରତିଦିନ ଚିଟ୍‌ଫଣ୍ଡ ଠକେଇ, ଡିପୋଜିଟ ଏବଂ କୋଟି କୋଟି ଟଙ୍କା ଆତ୍ମସାତ ଖବର ପଢ଼ି ପଢ଼ି ଅନେକ ଲୋକ କ୍ଳାନ୍ତ ହୋଇଗଲେଣି । ଚିଟ୍‌ଫଣ୍ଡ କମ୍ପାନୀଗୁଡ଼ିକ ସାଧାରଣ ଲୋକଙ୍କୁ ଅଧିକ ସୁଧର ଲୋଭ ଦେଖାଇ ସେମାନଙ୍କ ଜୀବନର ସଞ୍ଚୟ ହଡ଼ପ କରିଛନ୍ତି । ଗାଁ ଗହଳିର ଗରିବ ଲୋକମାନେ ଏହି ଠକେଇର ସବୁଠୁ ବଡ଼ ଶିକାର । ଏଜେଣ୍ଟମାନେ ଘରକୁ ଘର ବୁଲି ଲୋକଙ୍କୁ ବୁଝାଇ ଟଙ୍କା ସଂଗ୍ରହ କରିଥିଲେ । ଏବେ କମ୍ପାନୀ ବନ୍ଦ ହେବା ପରେ ନିବେଶକ ଏଜେଣ୍ଟଙ୍କୁ ଧରୁଛନ୍ତି । — [878, 956, 1132, 1090]
sudoku-cell[interactable] — [1330, 1786, 1362, 1819]
sudoku-solution-cell: 6 — [1380, 2162, 1394, 2176]
sudoku-cell[interactable] — [1362, 1852, 1395, 1886]
